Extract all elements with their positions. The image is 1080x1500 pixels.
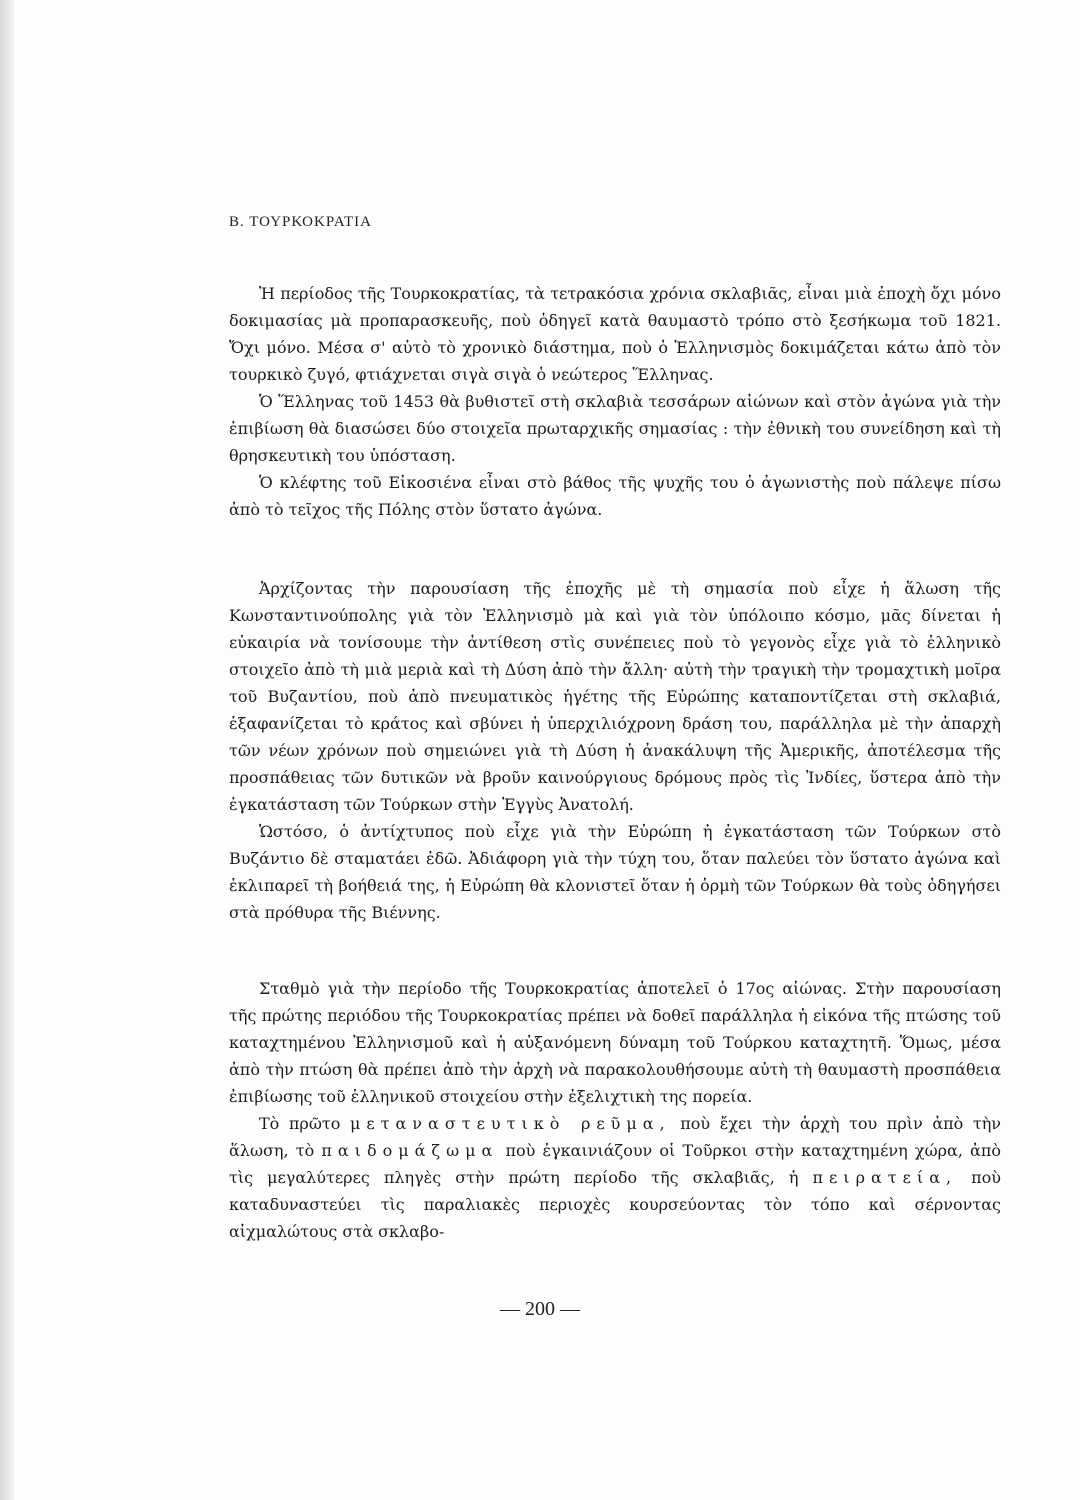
paragraph: Ἡ περίοδος τῆς Τουρκοκρατίας, τὰ τετρακόσια χρόνια σκλαβιᾶς, εἶναι μιὰ ἐποχὴ ὄχι μόνο δοκιμασίας μὰ προπαρασκευῆς, ποὺ ὁδηγεῖ κατὰ θαυμαστὸ τρόπο στὸ ξεσήκωμα τοῦ 1821. Ὄχι μόνο. Μέσα σ' αὐτὸ τὸ χρονικὸ διάστημα, ποὺ ὁ Ἑλληνισμὸς δοκιμάζεται κάτω ἀπὸ τὸν τουρκικὸ ζυγό, φτιάχνεται σιγὰ σιγὰ ὁ νεώτερος Ἕλληνας. [229,284,1001,384]
emphasized-term: παιδομάζωμα [321,1141,499,1160]
text-span: ποὺ ἔχει τὴν ἀρχὴ του πρὶν ἀπὸ τὴν ἅλωση, τὸ [229,1114,1002,1160]
paragraph: Ὁ Ἕλληνας τοῦ 1453 θὰ βυθιστεῖ στὴ σκλαβιὰ τεσσάρων αἰώνων καὶ στὸν ἀγώνα γιὰ τὴν ἐπιβίωση θὰ διασώσει δύο στοιχεῖα πρωταρχικῆς σημασίας : τὴν ἐθνικὴ του συνείδηση καὶ τὴ θρησκευτικὴ του ὑπόσταση. [229,392,1001,465]
text-span: Τὸ πρῶτο [259,1114,341,1133]
emphasized-term: πειρατεία, [812,1168,958,1187]
paragraph: Ἀρχίζοντας τὴν παρουσίαση τῆς ἐποχῆς μὲ τὴ σημασία ποὺ εἶχε ἡ ἅλωση τῆς Κωνσταντινούπολης γιὰ τὸν Ἑλληνισμὸ μὰ καὶ γιὰ τὸν ὑπόλοιπο κόσμο, μᾶς δίνεται ἡ εὐκαιρία νὰ τονίσουμε τὴν ἀντίθεση στὶς συνέπειες ποὺ τὸ γεγονὸς εἶχε γιὰ τὸ ἑλληνικὸ στοιχεῖο ἀπὸ τὴ μιὰ μεριὰ καὶ τὴ Δύση ἀπὸ τὴν ἄλλη· αὐτὴ τὴν τραγικὴ τὴν τρομαχτικὴ μοῖρα τοῦ Βυζαντίου, ποὺ ἀπὸ πνευματικὸς ἡγέτης τῆς Εὐρώπης καταποντίζεται στὴ σκλαβιά, ἐξαφανίζεται τὸ κράτος καὶ σβύνει ἡ ὑπερχιλιόχρονη δράση του, παράλληλα μὲ τὴν ἀπαρχὴ τῶν νέων χρόνων ποὺ σημειώνει γιὰ τὴ Δύση ἡ ἀνακάλυψη τῆς Ἀμερικῆς, ἀποτέλεσμα τῆς προσπάθειας τῶν δυτικῶν νὰ βροῦν καινούργιους δρόμους πρὸς τὶς Ἰνδίες, ὕστερα ἀπὸ τὴν ἐγκατάσταση τῶν Τούρκων στὴν Ἐγγὺς Ἀνατολή. [229,579,1001,814]
page-number: — 200 — [500,1298,580,1320]
text-block-intro [229,280,1001,523]
paragraph: Ὡστόσο, ὁ ἀντίχτυπος ποὺ εἶχε γιὰ τὴν Εὐρώπη ἡ ἐγκατάσταση τῶν Τούρκων στὸ Βυζάντιο δὲ σταματάει ἐδῶ. Ἀδιάφορη γιὰ τὴν τύχη του, ὅταν παλεύει τὸν ὕστατο ἀγώνα καὶ ἐκλιπαρεῖ τὴ βοήθειά της, ἡ Εὐρώπη θὰ κλονιστεῖ ὅταν ἡ ὁρμὴ τῶν Τούρκων θὰ τοὺς ὁδηγήσει στὰ πρόθυρα τῆς Βιέννης. [229,822,1001,922]
text-block-17th-century [229,975,1001,1245]
page-edge-shadow [0,0,14,1500]
paragraph: Σταθμὸ γιὰ τὴν περίοδο τῆς Τουρκοκρατίας ἀποτελεῖ ὁ 17ος αἰώνας. Στὴν παρουσίαση τῆς πρώτης περιόδου τῆς Τουρκοκρατίας πρέπει νὰ δοθεῖ παράλληλα ἡ εἰκόνα τῆς πτώσης τοῦ καταχτημένου Ἑλληνισμοῦ καὶ ἡ αὐξανόμενη δύναμη τοῦ Τούρκου καταχτητῆ. Ὅμως, μέσα ἀπὸ τὴν πτώση θὰ πρέπει ἀπὸ τὴν ἀρχὴ νὰ παρακολουθήσουμε αὐτὴ τὴ θαυμαστὴ προσπάθεια ἐπιβίωσης τοῦ ἑλληνικοῦ στοιχείου στὴν ἐξελιχτικὴ της πορεία. [229,979,1001,1106]
paragraph: Ὁ κλέφτης τοῦ Εἰκοσιένα εἶναι στὸ βάθος τῆς ψυχῆς του ὁ ἀγωνιστὴς ποὺ πάλεψε πίσω ἀπὸ τὸ τεῖχος τῆς Πόλης στὸν ὕστατο ἀγώνα. [229,473,1001,519]
section-heading: Β. ΤΟΥΡΚΟΚΡΑΤΙΑ [229,214,373,230]
text-span: ποὺ ἐγκαινιάζουν οἱ Τοῦρκοι στὴν καταχτημένη χώρα, ἀπὸ τὶς μεγαλύτερες πληγὲς στὴν πρώτη περίοδο τῆς σκλαβιᾶς, ἡ [229,1141,1002,1187]
text-span: ποὺ καταδυναστεύει τὶς παραλιακὲς περιοχὲς κουρσεύοντας τὸν τόπο καὶ σέρνοντας αἰχμαλώτους στὰ σκλαβο- [229,1168,1001,1241]
emphasized-term: μεταναστευτικὸ ρεῦμα, [349,1114,671,1133]
paragraph [229,1110,1001,1245]
text-block-fall [229,575,1001,926]
